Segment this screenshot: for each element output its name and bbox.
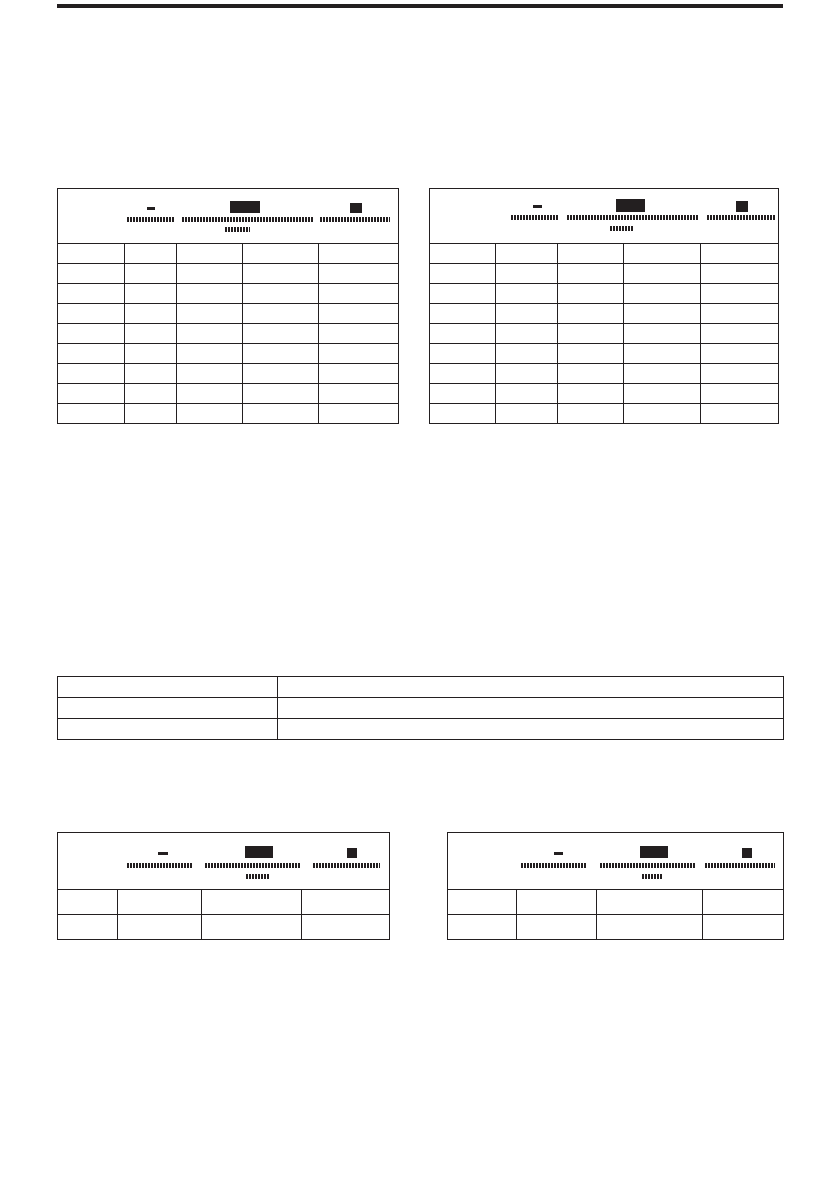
header-glyph <box>554 852 563 855</box>
table-cell <box>302 915 390 940</box>
table-cell <box>118 890 202 915</box>
table-cell <box>58 384 125 404</box>
table-cell <box>58 890 118 915</box>
table-header-row <box>58 833 390 890</box>
table-cell <box>448 890 517 915</box>
table-row <box>58 890 390 915</box>
table-cell <box>125 304 177 324</box>
table-cell <box>177 344 243 364</box>
table-cell <box>430 344 496 364</box>
table-row <box>430 304 779 324</box>
table-bottom-right <box>447 832 784 940</box>
table-cell <box>558 324 624 344</box>
table-cell <box>58 404 125 424</box>
table-cell <box>701 244 779 264</box>
table-row <box>58 284 399 304</box>
table-cell <box>558 264 624 284</box>
table-cell <box>558 304 624 324</box>
table-cell <box>517 890 597 915</box>
table-cell <box>58 915 118 940</box>
table-cell <box>58 304 125 324</box>
table-row <box>58 698 784 719</box>
table-row <box>58 344 399 364</box>
table-cell <box>278 719 784 740</box>
table-cell <box>701 304 779 324</box>
table-cell <box>58 264 125 284</box>
table-cell <box>558 364 624 384</box>
table-cell <box>448 915 517 940</box>
table-cell <box>430 384 496 404</box>
table-cell <box>243 404 319 424</box>
table-cell <box>624 384 701 404</box>
header-glyph <box>642 874 663 879</box>
table-cell <box>125 384 177 404</box>
table-cell <box>701 384 779 404</box>
table-cell <box>624 324 701 344</box>
table-cell <box>58 284 125 304</box>
header-glyph <box>246 874 270 879</box>
table-row <box>430 384 779 404</box>
table-cell <box>177 244 243 264</box>
table-top-right <box>429 188 779 424</box>
header-glyph <box>313 863 380 868</box>
header-glyph <box>347 848 357 858</box>
table-row <box>58 404 399 424</box>
table-cell <box>243 244 319 264</box>
table-cell <box>430 284 496 304</box>
table-cell <box>624 344 701 364</box>
header-glyph <box>600 863 696 868</box>
table-cell <box>243 284 319 304</box>
table-cell <box>118 915 202 940</box>
table-cell <box>319 244 399 264</box>
table-row <box>448 915 784 940</box>
table-cell <box>597 890 703 915</box>
header-glyph <box>736 201 748 212</box>
table-cell <box>177 264 243 284</box>
table-cell <box>517 915 597 940</box>
table-cell <box>125 264 177 284</box>
table-cell <box>243 344 319 364</box>
header-glyph <box>158 852 168 855</box>
table-cell <box>125 344 177 364</box>
table-cell <box>558 344 624 364</box>
header-glyph <box>640 846 668 858</box>
table-cell <box>319 324 399 344</box>
header-glyph <box>616 199 645 212</box>
table-row <box>430 404 779 424</box>
table-cell <box>624 304 701 324</box>
table-cell <box>703 890 784 915</box>
table-row <box>58 324 399 344</box>
header-glyph <box>511 215 559 220</box>
table-cell <box>701 324 779 344</box>
header-glyph <box>205 863 301 868</box>
table-cell <box>701 404 779 424</box>
header-glyph <box>705 863 775 868</box>
header-glyph <box>230 201 260 213</box>
table-cell <box>125 324 177 344</box>
table-bottom-left <box>57 832 390 940</box>
table-cell <box>701 264 779 284</box>
table-cell <box>496 384 558 404</box>
header-glyph <box>147 207 155 210</box>
table-cell <box>319 304 399 324</box>
table-cell <box>58 677 278 698</box>
table-middle <box>57 676 784 740</box>
table-cell <box>701 284 779 304</box>
table-row <box>58 304 399 324</box>
table-cell <box>496 244 558 264</box>
table-cell <box>243 384 319 404</box>
header-glyph <box>521 863 587 868</box>
table-header-row <box>58 189 399 244</box>
table-cell <box>243 264 319 284</box>
table-cell <box>58 719 278 740</box>
header-glyph <box>127 863 193 868</box>
table-cell <box>496 364 558 384</box>
table-cell <box>496 404 558 424</box>
table-cell <box>496 264 558 284</box>
table-header-cell <box>58 833 390 890</box>
header-glyph <box>320 217 390 222</box>
table-cell <box>58 364 125 384</box>
table-cell <box>58 344 125 364</box>
table-cell <box>202 890 302 915</box>
table-cell <box>125 244 177 264</box>
table-cell <box>58 698 278 719</box>
table-cell <box>496 324 558 344</box>
header-glyph <box>225 227 250 232</box>
table-header-cell <box>430 189 779 244</box>
table-cell <box>278 698 784 719</box>
table-cell <box>558 404 624 424</box>
table-row <box>430 344 779 364</box>
table-cell <box>319 264 399 284</box>
table-row <box>430 264 779 284</box>
table-row <box>430 244 779 264</box>
header-glyph <box>567 215 699 220</box>
table-row <box>58 719 784 740</box>
header-glyph <box>245 846 273 858</box>
table-row <box>58 677 784 698</box>
table-cell <box>202 915 302 940</box>
table-header-row <box>448 833 784 890</box>
table-cell <box>58 324 125 344</box>
table-cell <box>496 304 558 324</box>
table-cell <box>430 404 496 424</box>
table-row <box>430 324 779 344</box>
table-cell <box>177 284 243 304</box>
table-row <box>430 364 779 384</box>
table-cell <box>125 404 177 424</box>
table-cell <box>319 404 399 424</box>
table-cell <box>319 384 399 404</box>
table-row <box>448 890 784 915</box>
header-glyph <box>533 205 542 208</box>
header-glyph <box>182 217 313 222</box>
table-cell <box>624 264 701 284</box>
header-glyph <box>350 203 362 213</box>
table-cell <box>319 284 399 304</box>
table-header-cell <box>448 833 784 890</box>
table-row <box>430 284 779 304</box>
table-row <box>58 364 399 384</box>
table-cell <box>496 344 558 364</box>
table-cell <box>177 364 243 384</box>
table-cell <box>278 677 784 698</box>
table-row <box>58 915 390 940</box>
header-glyph <box>127 217 174 222</box>
table-cell <box>430 364 496 384</box>
header-glyph <box>742 848 752 858</box>
table-cell <box>703 915 784 940</box>
table-cell <box>430 264 496 284</box>
table-cell <box>701 344 779 364</box>
table-cell <box>58 244 125 264</box>
table-cell <box>624 364 701 384</box>
table-cell <box>125 284 177 304</box>
table-cell <box>430 324 496 344</box>
table-cell <box>243 324 319 344</box>
header-glyph <box>707 215 775 220</box>
top-rule <box>57 4 783 8</box>
table-cell <box>302 890 390 915</box>
table-cell <box>597 915 703 940</box>
table-cell <box>177 404 243 424</box>
table-cell <box>243 304 319 324</box>
table-header-cell <box>58 189 399 244</box>
table-top-left <box>57 188 399 424</box>
table-header-row <box>430 189 779 244</box>
table-cell <box>177 324 243 344</box>
table-cell <box>558 244 624 264</box>
table-cell <box>496 284 558 304</box>
table-cell <box>125 364 177 384</box>
table-cell <box>243 364 319 384</box>
header-glyph <box>610 226 634 231</box>
table-row <box>58 264 399 284</box>
table-cell <box>319 344 399 364</box>
table-cell <box>701 364 779 384</box>
table-row <box>58 244 399 264</box>
table-cell <box>558 284 624 304</box>
table-cell <box>430 244 496 264</box>
table-cell <box>430 304 496 324</box>
table-cell <box>558 384 624 404</box>
table-cell <box>624 284 701 304</box>
table-cell <box>177 384 243 404</box>
table-cell <box>319 364 399 384</box>
table-row <box>58 384 399 404</box>
table-cell <box>177 304 243 324</box>
table-cell <box>624 244 701 264</box>
table-cell <box>624 404 701 424</box>
